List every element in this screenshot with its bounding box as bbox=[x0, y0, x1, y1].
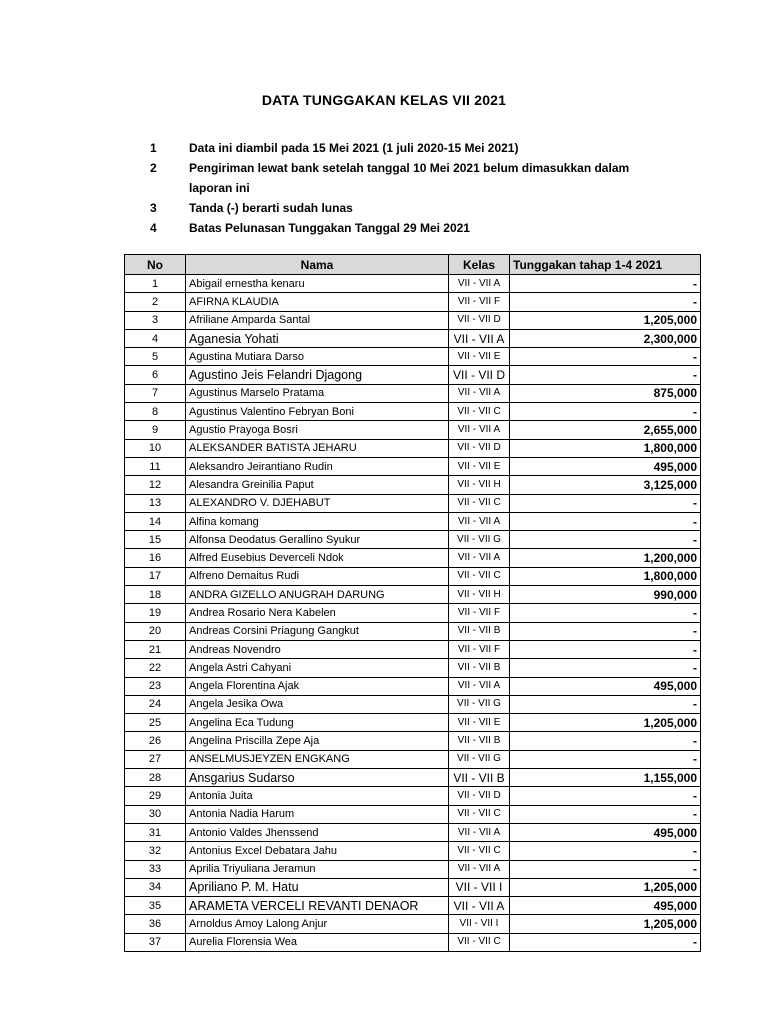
cell-nama: Agustinus Valentino Febryan Boni bbox=[186, 403, 449, 421]
cell-no: 14 bbox=[125, 512, 186, 530]
cell-kelas: VII - VII A bbox=[449, 329, 510, 347]
cell-nama: ANSELMUSJEYZEN ENGKANG bbox=[186, 750, 449, 768]
cell-no: 32 bbox=[125, 842, 186, 860]
note-number: 3 bbox=[150, 201, 157, 215]
table-row bbox=[125, 732, 701, 750]
cell-tunggakan: - bbox=[510, 640, 701, 658]
cell-no: 35 bbox=[125, 897, 186, 915]
cell-tunggakan: 495,000 bbox=[510, 823, 701, 841]
header-kelas: Kelas bbox=[449, 255, 510, 275]
cell-nama: Angela Florentina Ajak bbox=[186, 677, 449, 695]
cell-no: 30 bbox=[125, 805, 186, 823]
cell-kelas: VII - VII H bbox=[449, 476, 510, 494]
cell-kelas: VII - VII A bbox=[449, 421, 510, 439]
cell-no: 25 bbox=[125, 714, 186, 732]
cell-no: 5 bbox=[125, 348, 186, 366]
table-row bbox=[125, 311, 701, 329]
cell-tunggakan: - bbox=[510, 293, 701, 311]
cell-nama: Angela Jesika Owa bbox=[186, 695, 449, 713]
cell-tunggakan: 1,205,000 bbox=[510, 878, 701, 896]
cell-nama: ALEXANDRO V. DJEHABUT bbox=[186, 494, 449, 512]
cell-no: 10 bbox=[125, 439, 186, 457]
cell-nama: ARAMETA VERCELI REVANTI DENAOR bbox=[186, 897, 449, 915]
table-row bbox=[125, 366, 701, 384]
cell-kelas: VII - VII E bbox=[449, 348, 510, 366]
cell-nama: Aprilia Triyuliana Jeramun bbox=[186, 860, 449, 878]
cell-kelas: VII - VII D bbox=[449, 366, 510, 384]
cell-no: 31 bbox=[125, 823, 186, 841]
cell-tunggakan: - bbox=[510, 604, 701, 622]
table-row bbox=[125, 878, 701, 896]
cell-tunggakan: 495,000 bbox=[510, 457, 701, 475]
note-text: Tanda (-) berarti sudah lunas bbox=[189, 201, 353, 215]
note-text: Pengiriman lewat bank setelah tanggal 10 Mei 2021 belum dimasukkan dalam laporan ini bbox=[189, 161, 630, 195]
cell-kelas: VII - VII C bbox=[449, 842, 510, 860]
cell-kelas: VII - VII I bbox=[449, 915, 510, 933]
cell-tunggakan: 2,300,000 bbox=[510, 329, 701, 347]
table-row bbox=[125, 439, 701, 457]
cell-kelas: VII - VII A bbox=[449, 897, 510, 915]
cell-kelas: VII - VII D bbox=[449, 311, 510, 329]
cell-kelas: VII - VII A bbox=[449, 677, 510, 695]
cell-kelas: VII - VII H bbox=[449, 586, 510, 604]
cell-nama: Aurelia Florensia Wea bbox=[186, 933, 449, 951]
table-row bbox=[125, 769, 701, 787]
table-row bbox=[125, 750, 701, 768]
table-body bbox=[125, 275, 701, 952]
cell-no: 6 bbox=[125, 366, 186, 384]
cell-nama: AFIRNA KLAUDIA bbox=[186, 293, 449, 311]
cell-no: 18 bbox=[125, 586, 186, 604]
table-row bbox=[125, 677, 701, 695]
cell-kelas: VII - VII C bbox=[449, 933, 510, 951]
cell-nama: Alesandra Greinilia Paput bbox=[186, 476, 449, 494]
cell-tunggakan: 1,800,000 bbox=[510, 439, 701, 457]
cell-tunggakan: 875,000 bbox=[510, 384, 701, 402]
cell-nama: Aganesia Yohati bbox=[186, 329, 449, 347]
cell-tunggakan: - bbox=[510, 695, 701, 713]
cell-nama: Alfred Eusebius Deverceli Ndok bbox=[186, 549, 449, 567]
cell-kelas: VII - VII F bbox=[449, 604, 510, 622]
table-row bbox=[125, 549, 701, 567]
cell-tunggakan: 1,205,000 bbox=[510, 714, 701, 732]
cell-nama: Agustino Jeis Felandri Djagong bbox=[186, 366, 449, 384]
cell-kelas: VII - VII A bbox=[449, 275, 510, 293]
cell-nama: Alfonsa Deodatus Gerallino Syukur bbox=[186, 531, 449, 549]
table-row bbox=[125, 293, 701, 311]
cell-kelas: VII - VII C bbox=[449, 567, 510, 585]
cell-no: 28 bbox=[125, 769, 186, 787]
cell-tunggakan: - bbox=[510, 732, 701, 750]
cell-tunggakan: 3,125,000 bbox=[510, 476, 701, 494]
cell-no: 4 bbox=[125, 329, 186, 347]
cell-kelas: VII - VII A bbox=[449, 823, 510, 841]
table-row bbox=[125, 476, 701, 494]
table-row bbox=[125, 860, 701, 878]
cell-kelas: VII - VII I bbox=[449, 878, 510, 896]
table-header-row bbox=[125, 255, 701, 275]
cell-no: 27 bbox=[125, 750, 186, 768]
cell-tunggakan: - bbox=[510, 531, 701, 549]
cell-nama: Antonius Excel Debatara Jahu bbox=[186, 842, 449, 860]
cell-no: 12 bbox=[125, 476, 186, 494]
cell-no: 36 bbox=[125, 915, 186, 933]
table-row bbox=[125, 275, 701, 293]
cell-no: 26 bbox=[125, 732, 186, 750]
cell-tunggakan: 1,800,000 bbox=[510, 567, 701, 585]
cell-tunggakan: 495,000 bbox=[510, 897, 701, 915]
cell-tunggakan: - bbox=[510, 348, 701, 366]
table-row bbox=[125, 714, 701, 732]
table-row bbox=[125, 403, 701, 421]
table-row bbox=[125, 787, 701, 805]
cell-no: 3 bbox=[125, 311, 186, 329]
cell-nama: Antonia Nadia Harum bbox=[186, 805, 449, 823]
cell-no: 7 bbox=[125, 384, 186, 402]
table-row bbox=[125, 531, 701, 549]
cell-no: 2 bbox=[125, 293, 186, 311]
table-row bbox=[125, 915, 701, 933]
cell-kelas: VII - VII B bbox=[449, 769, 510, 787]
cell-nama: Andreas Corsini Priagung Gangkut bbox=[186, 622, 449, 640]
cell-kelas: VII - VII A bbox=[449, 384, 510, 402]
cell-kelas: VII - VII A bbox=[449, 549, 510, 567]
cell-tunggakan: - bbox=[510, 787, 701, 805]
table-row bbox=[125, 622, 701, 640]
note-text: Data ini diambil pada 15 Mei 2021 (1 juli 2020-15 Mei 2021) bbox=[189, 141, 519, 155]
table-row bbox=[125, 933, 701, 951]
cell-tunggakan: 1,155,000 bbox=[510, 769, 701, 787]
table-row bbox=[125, 567, 701, 585]
cell-tunggakan: - bbox=[510, 622, 701, 640]
cell-kelas: VII - VII A bbox=[449, 512, 510, 530]
arrears-table bbox=[124, 254, 701, 952]
cell-tunggakan: - bbox=[510, 860, 701, 878]
table-row bbox=[125, 640, 701, 658]
cell-nama: ANDRA GIZELLO ANUGRAH DARUNG bbox=[186, 586, 449, 604]
cell-tunggakan: - bbox=[510, 275, 701, 293]
cell-tunggakan: - bbox=[510, 750, 701, 768]
cell-no: 20 bbox=[125, 622, 186, 640]
table-row bbox=[125, 457, 701, 475]
cell-kelas: VII - VII G bbox=[449, 531, 510, 549]
table-row bbox=[125, 348, 701, 366]
cell-no: 19 bbox=[125, 604, 186, 622]
cell-kelas: VII - VII E bbox=[449, 457, 510, 475]
cell-kelas: VII - VII C bbox=[449, 494, 510, 512]
cell-no: 23 bbox=[125, 677, 186, 695]
cell-nama: Antonio Valdes Jhenssend bbox=[186, 823, 449, 841]
cell-nama: Angelina Priscilla Zepe Aja bbox=[186, 732, 449, 750]
cell-nama: Agustinus Marselo Pratama bbox=[186, 384, 449, 402]
cell-nama: Agustio Prayoga Bosri bbox=[186, 421, 449, 439]
cell-kelas: VII - VII B bbox=[449, 659, 510, 677]
cell-no: 13 bbox=[125, 494, 186, 512]
cell-nama: Abigail ernestha kenaru bbox=[186, 275, 449, 293]
cell-nama: Andrea Rosario Nera Kabelen bbox=[186, 604, 449, 622]
note-number: 2 bbox=[150, 161, 157, 175]
cell-kelas: VII - VII F bbox=[449, 293, 510, 311]
cell-kelas: VII - VII G bbox=[449, 695, 510, 713]
cell-no: 34 bbox=[125, 878, 186, 896]
cell-tunggakan: - bbox=[510, 366, 701, 384]
cell-tunggakan: - bbox=[510, 403, 701, 421]
cell-nama: Alfreno Demaitus Rudi bbox=[186, 567, 449, 585]
cell-tunggakan: - bbox=[510, 805, 701, 823]
cell-tunggakan: - bbox=[510, 494, 701, 512]
cell-nama: Agustina Mutiara Darso bbox=[186, 348, 449, 366]
table-row bbox=[125, 421, 701, 439]
cell-kelas: VII - VII G bbox=[449, 750, 510, 768]
cell-no: 24 bbox=[125, 695, 186, 713]
cell-no: 1 bbox=[125, 275, 186, 293]
cell-nama: Afriliane Amparda Santal bbox=[186, 311, 449, 329]
cell-no: 21 bbox=[125, 640, 186, 658]
note-number: 1 bbox=[150, 141, 157, 155]
cell-kelas: VII - VII C bbox=[449, 805, 510, 823]
table-row bbox=[125, 586, 701, 604]
cell-no: 16 bbox=[125, 549, 186, 567]
cell-kelas: VII - VII D bbox=[449, 439, 510, 457]
cell-no: 29 bbox=[125, 787, 186, 805]
table-row bbox=[125, 329, 701, 347]
cell-kelas: VII - VII F bbox=[449, 640, 510, 658]
cell-nama: Angelina Eca Tudung bbox=[186, 714, 449, 732]
cell-nama: ALEKSANDER BATISTA JEHARU bbox=[186, 439, 449, 457]
table-row bbox=[125, 695, 701, 713]
header-no: No bbox=[125, 255, 186, 275]
cell-no: 22 bbox=[125, 659, 186, 677]
table-row bbox=[125, 823, 701, 841]
cell-kelas: VII - VII B bbox=[449, 732, 510, 750]
cell-no: 11 bbox=[125, 457, 186, 475]
cell-kelas: VII - VII A bbox=[449, 860, 510, 878]
table-row bbox=[125, 659, 701, 677]
cell-tunggakan: - bbox=[510, 842, 701, 860]
cell-tunggakan: - bbox=[510, 933, 701, 951]
cell-no: 17 bbox=[125, 567, 186, 585]
cell-nama: Arnoldus Amoy Lalong Anjur bbox=[186, 915, 449, 933]
table-row bbox=[125, 512, 701, 530]
cell-tunggakan: - bbox=[510, 512, 701, 530]
cell-tunggakan: 2,655,000 bbox=[510, 421, 701, 439]
cell-nama: Aleksandro Jeirantiano Rudin bbox=[186, 457, 449, 475]
document-title: DATA TUNGGAKAN KELAS VII 2021 bbox=[261, 92, 507, 108]
cell-kelas: VII - VII E bbox=[449, 714, 510, 732]
cell-nama: Apriliano P. M. Hatu bbox=[186, 878, 449, 896]
note-number: 4 bbox=[150, 221, 157, 235]
cell-tunggakan: 990,000 bbox=[510, 586, 701, 604]
cell-no: 15 bbox=[125, 531, 186, 549]
cell-kelas: VII - VII D bbox=[449, 787, 510, 805]
cell-nama: Andreas Novendro bbox=[186, 640, 449, 658]
cell-tunggakan: 1,205,000 bbox=[510, 915, 701, 933]
cell-nama: Angela Astri Cahyani bbox=[186, 659, 449, 677]
note-text: Batas Pelunasan Tunggakan Tanggal 29 Mei 2021 bbox=[189, 221, 470, 235]
cell-nama: Antonia Juita bbox=[186, 787, 449, 805]
table-row bbox=[125, 805, 701, 823]
table-row bbox=[125, 842, 701, 860]
table-row bbox=[125, 494, 701, 512]
cell-no: 8 bbox=[125, 403, 186, 421]
cell-kelas: VII - VII C bbox=[449, 403, 510, 421]
cell-no: 33 bbox=[125, 860, 186, 878]
table-row bbox=[125, 384, 701, 402]
table-row bbox=[125, 897, 701, 915]
header-nama: Nama bbox=[186, 255, 449, 275]
table-row bbox=[125, 604, 701, 622]
cell-tunggakan: 1,200,000 bbox=[510, 549, 701, 567]
cell-nama: Alfina komang bbox=[186, 512, 449, 530]
cell-no: 37 bbox=[125, 933, 186, 951]
cell-no: 9 bbox=[125, 421, 186, 439]
header-tunggakan: Tunggakan tahap 1-4 2021 bbox=[510, 255, 701, 275]
cell-tunggakan: 1,205,000 bbox=[510, 311, 701, 329]
cell-tunggakan: 495,000 bbox=[510, 677, 701, 695]
cell-kelas: VII - VII B bbox=[449, 622, 510, 640]
cell-tunggakan: - bbox=[510, 659, 701, 677]
cell-nama: Ansgarius Sudarso bbox=[186, 769, 449, 787]
